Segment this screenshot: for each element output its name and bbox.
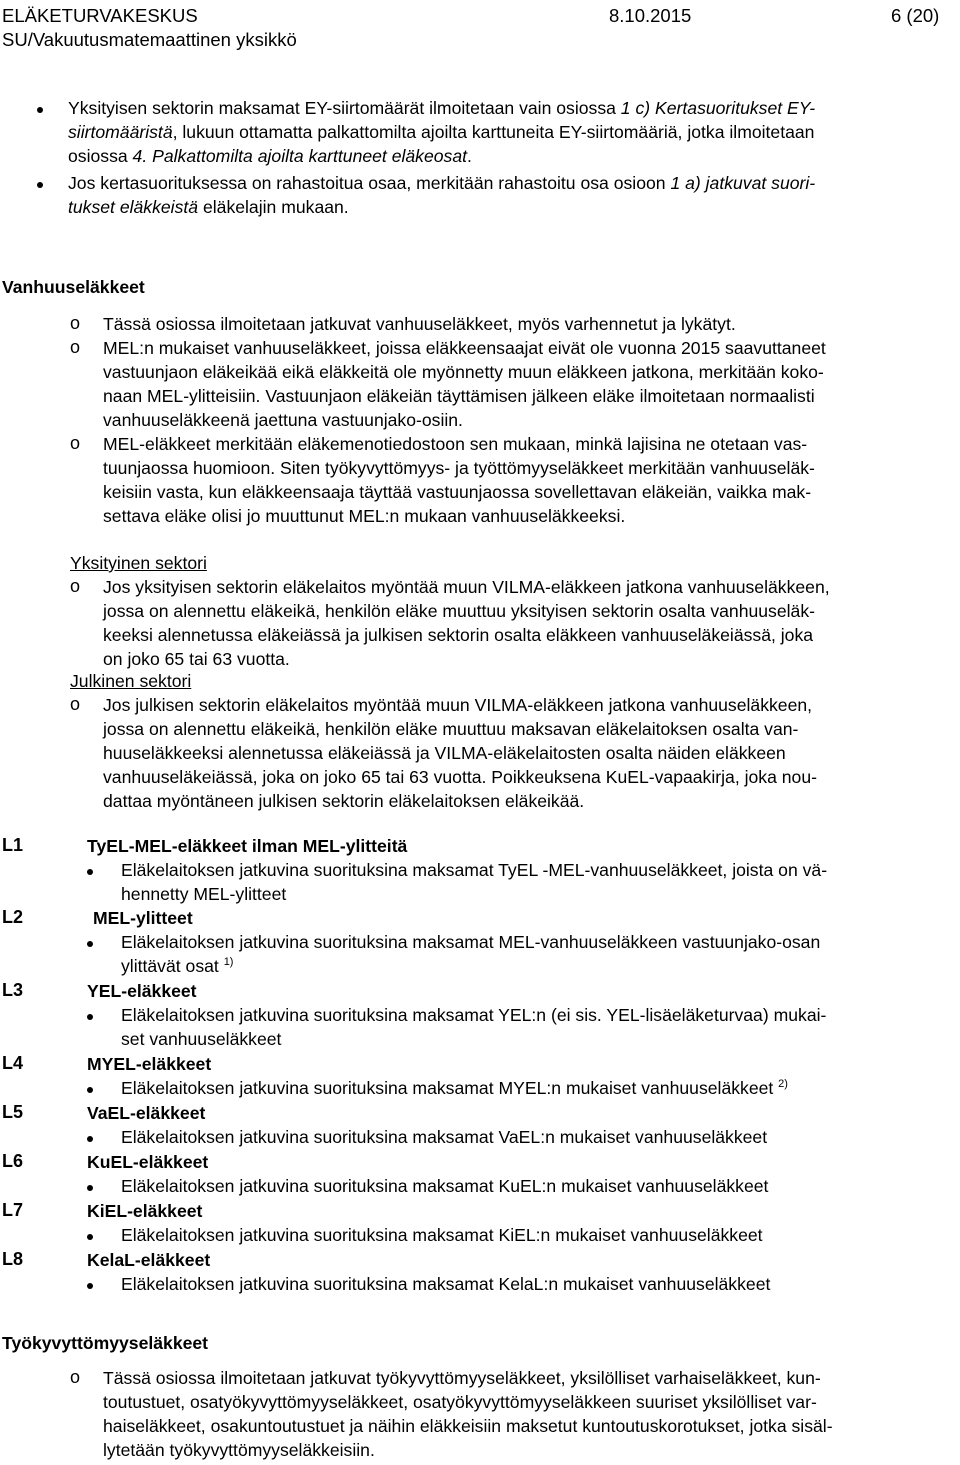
bullet-icon [87,1234,93,1240]
bullet-icon [87,869,93,875]
code-label: L8 [2,1249,24,1269]
bullet-icon [37,107,43,113]
bullet-icon [87,1185,93,1191]
vanhuus-item-2-line: naan MEL-ylitteisiin. Vastuunjaon eläkeiän täyttämisen jälkeen eläke ilmoitetaan normaalisti [103,386,815,406]
code-description: Eläkelaitoksen jatkuvina suorituksina maksamat MYEL:n mukaiset vanhuuseläkkeet $^{2)}$ [121,1078,788,1098]
code-title: KiEL-eläkkeet [87,1201,203,1221]
vanhuus-item-2-line: vastuunjaon eläkeikää eikä eläkkeitä ole myönnetty muun eläkkeen jatkona, merkitään koko- [103,362,824,382]
julkinen-line: vanhuuseläkeiässä, joka on joko 65 tai 63 vuotta. Poikkeuksena KuEL-vapaakirja, joka nou- [103,767,817,787]
page-number: 6 (20) [891,5,940,26]
unit-name: SU/Vakuutusmatemaattinen yksikkö [2,29,297,50]
code-description: set vanhuuseläkkeet [121,1029,282,1049]
vanhuus-item-1-line: Tässä osiossa ilmoitetaan jatkuvat vanhuuseläkkeet, myös varhennetut ja lykätyt. [103,314,736,334]
code-title: MEL-ylitteet [93,908,193,928]
subheading-yksityinen-sektori: Yksityinen sektori [70,553,207,573]
code-description: Eläkelaitoksen jatkuvina suorituksina maksamat VaEL:n mukaiset vanhuuseläkkeet [121,1127,768,1147]
intro-bullet-1-line-2: siirtomääristä, lukuun ottamatta palkattomilta ajoilta karttuneita EY-siirtomääriä, jotka ilmoitetaan [68,122,815,142]
bullet-icon [87,1283,93,1289]
yksityinen-line: jossa on alennettu eläkeikä, henkilön eläke muuttuu yksityisen sektorin osalta vanhuuseläk- [103,601,815,621]
code-description: Eläkelaitoksen jatkuvina suorituksina maksamat KuEL:n mukaiset vanhuuseläkkeet [121,1176,769,1196]
list-marker: o [70,694,81,714]
bullet-icon [87,1014,93,1020]
yksityinen-line: Jos yksityisen sektorin eläkelaitos myöntää muun VILMA-eläkkeen jatkona vanhuuseläkkeen, [103,577,830,597]
list-marker: o [70,337,81,357]
bullet-icon [87,941,93,947]
code-label: L1 [2,835,24,855]
code-label: L2 [2,907,24,927]
intro-bullet-1-line-1: Yksityisen sektorin maksamat EY-siirtomäärät ilmoitetaan vain osiossa 1 c) Kertasuoritukset EY- [68,98,816,118]
julkinen-line: huuseläkkeeksi alennetussa eläkeiässä ja VILMA-eläkelaitosten osalta näiden eläkkeen [103,743,786,763]
code-description: Eläkelaitoksen jatkuvina suorituksina maksamat MEL-vanhuuseläkkeen vastuunjako-osan [121,932,821,952]
tyokyvyttomyys-line: lytetään työkyvyttömyyseläkkeisiin. [103,1440,375,1460]
section-heading-tyokyvyttomyyselakkeet: Työkyvyttömyyseläkkeet [2,1333,209,1353]
code-description: ylittävät osat $^{1)}$ [121,956,234,976]
code-description: Eläkelaitoksen jatkuvina suorituksina maksamat TyEL -MEL-vanhuuseläkkeet, joista on vä- [121,860,828,880]
bullet-icon [87,1087,93,1093]
code-label: L7 [2,1200,24,1220]
vanhuus-item-3-line: settava eläke olisi jo muuttunut MEL:n mukaan vanhuuseläkkeeksi. [103,506,626,526]
code-title: VaEL-eläkkeet [87,1103,206,1123]
vanhuus-item-3-line: tuunjaossa huomioon. Siten työkyvyttömyys- ja työttömyyseläkkeet merkitään vanhuuseläk- [103,458,815,478]
intro-bullet-1-line-3: osiossa 4. Palkattomilta ajoilta karttuneet eläkeosat. [68,146,472,166]
intro-bullet-2-line-2: tukset eläkkeistä eläkelajin mukaan. [68,197,349,217]
yksityinen-line: keeksi alennetussa eläkeiässä ja julkisen sektorin osalta eläkkeen vanhuuseläkeiässä, joka [103,625,814,645]
bullet-icon [87,1136,93,1142]
bullet-icon [37,182,43,188]
code-description: Eläkelaitoksen jatkuvina suorituksina maksamat KiEL:n mukaiset vanhuuseläkkeet [121,1225,763,1245]
document-date: 8.10.2015 [609,5,692,26]
code-description: Eläkelaitoksen jatkuvina suorituksina maksamat KelaL:n mukaiset vanhuuseläkkeet [121,1274,771,1294]
code-label: L6 [2,1151,24,1171]
vanhuus-item-2-line: MEL:n mukaiset vanhuuseläkkeet, joissa eläkkeensaajat eivät ole vuonna 2015 saavuttaneet [103,338,826,358]
vanhuus-item-3-line: MEL-eläkkeet merkitään eläkemenotiedostoon sen mukaan, minkä lajisina ne otetaan vas- [103,434,808,454]
code-title: KuEL-eläkkeet [87,1152,209,1172]
code-description: Eläkelaitoksen jatkuvina suorituksina maksamat YEL:n (ei sis. YEL-lisäeläketurvaa) mukai- [121,1005,827,1025]
code-title: TyEL-MEL-eläkkeet ilman MEL-ylitteitä [87,836,408,856]
code-label: L3 [2,980,24,1000]
yksityinen-line: on joko 65 tai 63 vuotta. [103,649,290,669]
org-name: ELÄKETURVAKESKUS [2,5,198,26]
code-title: MYEL-eläkkeet [87,1054,212,1074]
code-label: L5 [2,1102,24,1122]
tyokyvyttomyys-line: Tässä osiossa ilmoitetaan jatkuvat työkyvyttömyyseläkkeet, yksilölliset varhaiseläkkeet, kun- [103,1368,821,1388]
code-title: KelaL-eläkkeet [87,1250,211,1270]
vanhuus-item-3-line: keisiin vasta, kun eläkkeensaaja täyttää vastuunjaossa sovellettavan eläkeiän, vaikka mak- [103,482,812,502]
list-marker: o [70,313,81,333]
code-label: L4 [2,1053,24,1073]
section-heading-vanhuuselakkeet: Vanhuuseläkkeet [2,277,145,297]
tyokyvyttomyys-line: toutustuet, osatyökyvyttömyyseläkkeet, osatyökyvyttömyyseläkkeen suuriset yksilölliset var- [103,1392,817,1412]
list-marker: o [70,1367,81,1387]
code-description: hennetty MEL-ylitteet [121,884,287,904]
list-marker: o [70,576,81,596]
tyokyvyttomyys-line: haiseläkkeet, osakuntoutustuet ja näihin eläkkeisiin maksetut kuntoutuskorotukset, jotka sisäl- [103,1416,833,1436]
list-marker: o [70,433,81,453]
julkinen-line: jossa on alennettu eläkeikä, henkilön eläke muuttuu maksavan eläkelaitoksen osalta van- [103,719,799,739]
subheading-julkinen-sektori: Julkinen sektori [70,671,192,691]
julkinen-line: dattaa myöntäneen julkisen sektorin eläkelaitoksen eläkeikää. [103,791,585,811]
intro-bullet-2-line-1: Jos kertasuorituksessa on rahastoitua osaa, merkitään rahastoitu osa osioon 1 a) jatkuvat suori- [68,173,816,193]
julkinen-line: Jos julkisen sektorin eläkelaitos myöntää muun VILMA-eläkkeen jatkona vanhuuseläkkeen, [103,695,813,715]
code-title: YEL-eläkkeet [87,981,197,1001]
vanhuus-item-2-line: vanhuuseläkkeenä jaettuna vastuunjako-osiin. [103,410,463,430]
